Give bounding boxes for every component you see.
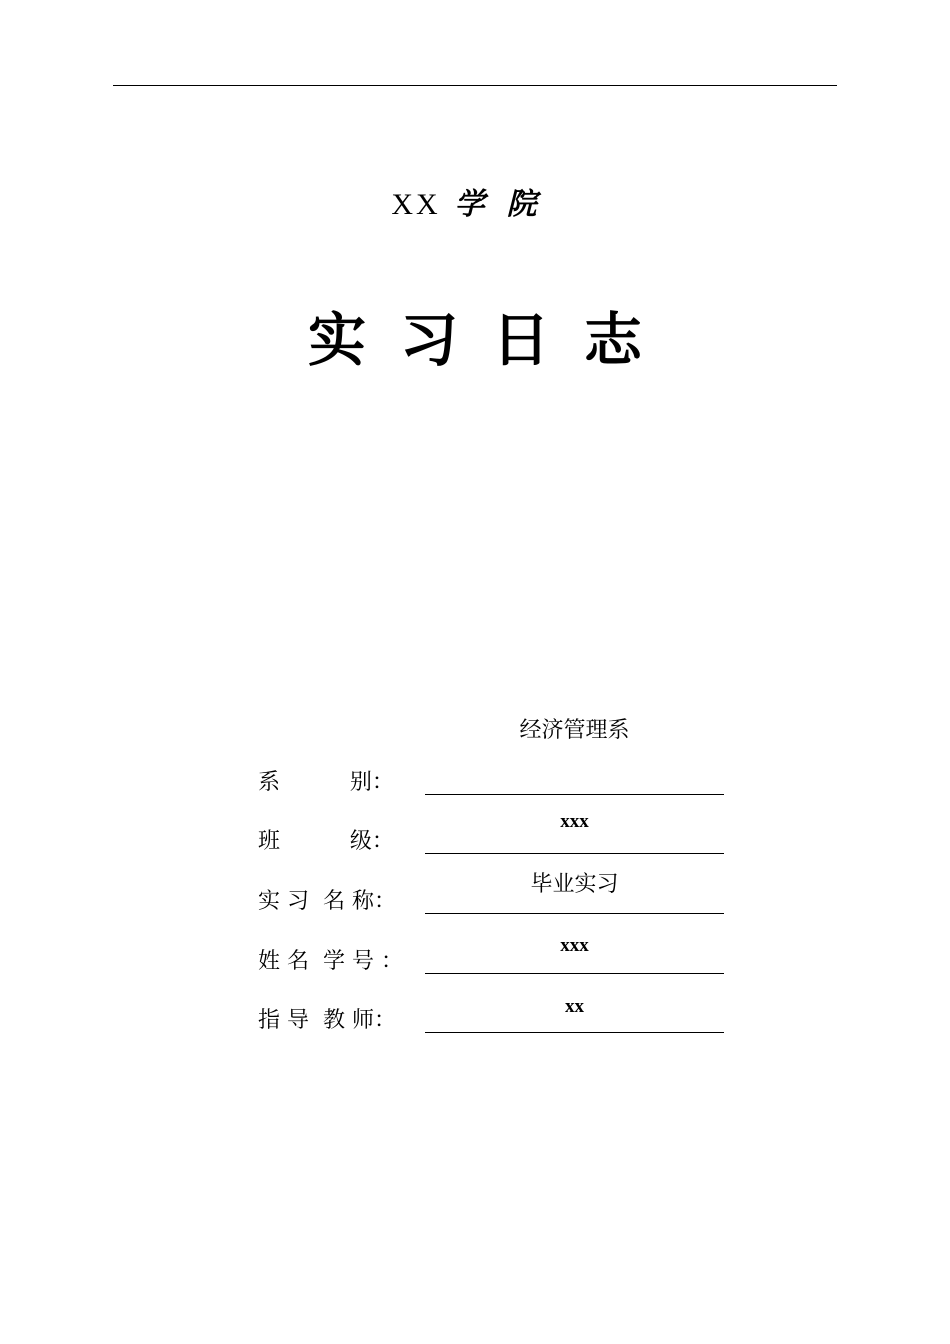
class-underline bbox=[425, 853, 724, 854]
student-id-underline bbox=[425, 973, 724, 974]
internship-name-underline bbox=[425, 913, 724, 914]
field-internship-name bbox=[258, 856, 724, 916]
supervisor-value: xx bbox=[565, 996, 584, 1017]
college-name-heading bbox=[0, 180, 950, 230]
department-label: 系 别： bbox=[258, 770, 394, 795]
class-label: 班 级： bbox=[258, 829, 394, 854]
field-supervisor bbox=[258, 975, 724, 1035]
department-underline bbox=[425, 794, 724, 795]
supervisor-underline bbox=[425, 1032, 724, 1033]
field-class bbox=[258, 796, 724, 856]
student-id-label: 姓 名 学 号 ： bbox=[258, 949, 403, 974]
internship-name-value: 毕业实习 bbox=[530, 872, 619, 897]
college-code: XX bbox=[391, 188, 441, 221]
header-rule bbox=[113, 85, 837, 86]
student-id-value: xxx bbox=[560, 935, 589, 956]
supervisor-label: 指 导 教 师： bbox=[258, 1008, 396, 1033]
college-name: 学院 bbox=[454, 187, 559, 222]
internship-name-label: 实 习 名 称： bbox=[258, 889, 396, 914]
document-title: 实习日志 bbox=[307, 306, 676, 374]
class-value: xxx bbox=[560, 811, 589, 832]
department-value: 经济管理系 bbox=[519, 718, 630, 743]
field-department bbox=[258, 718, 724, 797]
field-student-id bbox=[258, 916, 724, 976]
